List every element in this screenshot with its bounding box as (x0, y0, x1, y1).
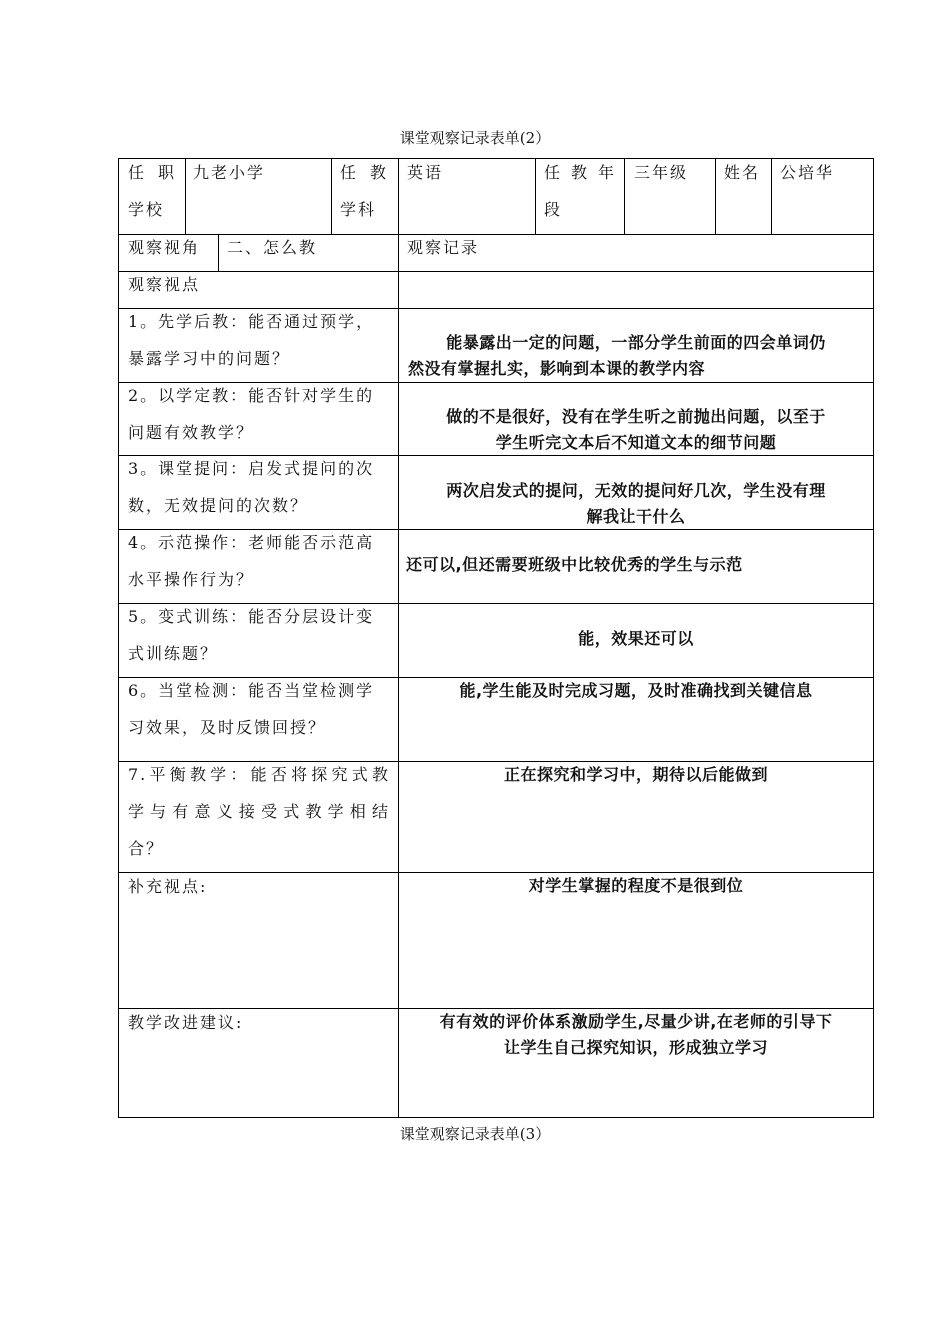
record-line: 能暴露出一定的问题，一部分学生前面的四会单词仍 (446, 333, 826, 352)
record-line: 解我让干什么 (586, 507, 686, 526)
observation-record-2 (398, 404, 874, 456)
question-line: 暴露学习中的问题？ (128, 349, 291, 368)
question-line: 问题有效教学？ (128, 423, 255, 442)
subject-label-line2: 学科 (340, 200, 377, 219)
observation-record-3 (398, 478, 874, 530)
school-label: 任 职 (128, 163, 176, 182)
record-line: 两次启发式的提问，无效的提问好几次，学生没有理 (446, 481, 826, 500)
question-line: 4。示范操作：老师能否示范高 (128, 533, 375, 552)
angle-label: 观察视角 (128, 238, 201, 257)
record-line: 学生听完文本后不知道文本的细节问题 (495, 433, 777, 452)
record-line: 做的不是很好，没有在学生听之前抛出问题，以至于 (446, 407, 826, 426)
question-line: 5。变式训练：能否分层设计变 (128, 607, 375, 626)
grade-value: 三年级 (634, 163, 689, 182)
question-line: 3。课堂提问：启发式提问的次 (128, 459, 375, 478)
record-line: 能,学生能及时完成习题，及时准确找到关键信息 (459, 681, 813, 700)
question-line: 习效果，及时反馈回授？ (128, 718, 327, 737)
record-line: 让学生自己探究知识，形成独立学习 (503, 1038, 768, 1057)
suggestion-value (398, 1009, 874, 1061)
subject-value: 英语 (407, 163, 444, 182)
observation-point-4 (128, 524, 390, 598)
observation-point-3 (128, 450, 390, 524)
record-line: 有有效的评价体系激励学生,尽量少讲,在老师的引导下 (439, 1012, 833, 1031)
next-page-title: 课堂观察记录表单(3） (399, 1125, 551, 1143)
page-title: 课堂观察记录表单(2） (399, 129, 551, 147)
points-label: 观察视点 (128, 275, 201, 294)
observation-record-4 (406, 552, 874, 578)
question-line: 合？ (128, 839, 165, 858)
question-line: 数，无效提问的次数？ (128, 496, 309, 515)
observation-record-1 (398, 330, 874, 382)
observation-record-7 (398, 762, 874, 788)
name-label: 姓名 (724, 163, 761, 182)
record-label: 观察记录 (407, 238, 480, 257)
angle-value: 二、怎么教 (227, 238, 318, 257)
observation-point-6 (128, 672, 390, 746)
suggestion-label: 教学改进建议: (128, 1013, 244, 1032)
observation-record-6 (398, 678, 874, 704)
question-line: 式训练题？ (128, 644, 219, 663)
subject-label: 任 教 (340, 163, 388, 182)
school-label-line2: 学校 (128, 200, 165, 219)
question-line: 2。以学定教：能否针对学生的 (128, 386, 375, 405)
observation-record-5 (398, 626, 874, 652)
observation-point-7 (128, 756, 390, 867)
grade-label: 任 教 年 (544, 163, 616, 182)
supplement-value: 对学生掌握的程度不是很到位 (528, 876, 744, 895)
record-line: 正在探究和学习中，期待以后能做到 (503, 765, 768, 784)
name-value: 公培华 (780, 163, 835, 182)
record-line: 然没有掌握扎实，影响到本课的教学内容 (408, 359, 706, 378)
school-value: 九老小学 (193, 163, 266, 182)
observation-point-1 (128, 303, 390, 377)
question-line: 6。当堂检测：能否当堂检测学 (128, 681, 375, 700)
record-line: 还可以,但还需要班级中比较优秀的学生与示范 (406, 555, 743, 574)
supplement-label: 补充视点: (128, 877, 208, 896)
observation-point-2 (128, 377, 390, 451)
question-line: 1。先学后教：能否通过预学， (128, 312, 375, 331)
grade-label-line2: 段 (544, 200, 563, 219)
record-line: 能，效果还可以 (578, 629, 694, 648)
observation-point-5 (128, 598, 390, 672)
question-line: 学与有意义接受式教学相结 (128, 802, 390, 821)
question-line: 7.平衡教学：能否将探究式教 (128, 765, 390, 784)
question-line: 水平操作行为？ (128, 570, 255, 589)
